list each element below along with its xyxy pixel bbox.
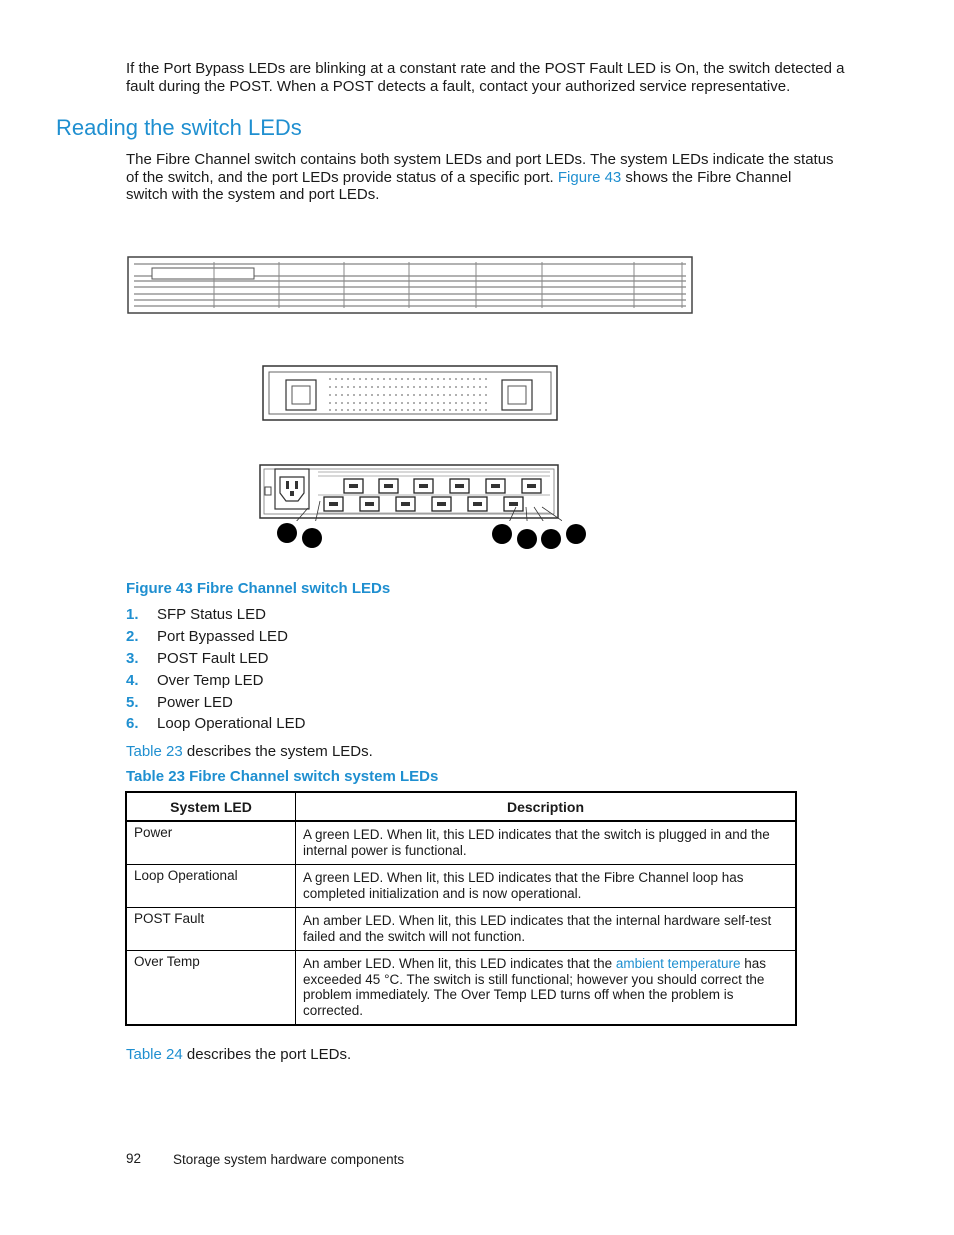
table-cell-description: A green LED. When lit, this LED indicates that the Fibre Channel loop has completed initialization and is now operational. [296, 865, 797, 908]
figure-43-link[interactable]: Figure 43 [557, 168, 622, 186]
list-item-label: Loop Operational LED [157, 715, 306, 732]
section-line-3: switch with the system and port LEDs. [126, 186, 380, 203]
list-item [126, 671, 263, 691]
intro-line-2: fault during the POST. When a POST detects a fault, contact your authorized service representative. [126, 77, 791, 95]
switch-front-view-drawing [258, 463, 562, 521]
table-24-link[interactable]: Table 24 [126, 1046, 183, 1063]
table-23-reference [126, 743, 373, 761]
callout-3-marker [492, 524, 512, 544]
over-temp-desc-a: An amber LED. When lit, this LED indicates that the [303, 956, 616, 971]
table-cell-description [296, 951, 797, 1026]
table-row [126, 865, 796, 908]
section-line-2 [126, 169, 846, 187]
table-caption: Table 23 Fibre Channel switch system LEDs [126, 768, 439, 785]
list-item-label: SFP Status LED [157, 606, 266, 623]
list-item-number: 3. [126, 650, 139, 667]
list-item [126, 714, 305, 734]
table-24-reference-text: describes the port LEDs. [182, 1046, 352, 1063]
list-item-label: Port Bypassed LED [157, 628, 288, 645]
callout-6-marker [566, 524, 586, 544]
callout-5-marker [541, 529, 561, 549]
table-cell-led: Loop Operational [126, 865, 296, 908]
section-line-1: The Fibre Channel switch contains both system LEDs and port LEDs. The system LEDs indicate the status [126, 151, 834, 168]
section-line-2-text-b: shows the Fibre Channel [621, 168, 792, 186]
table-23-reference-text: describes the system LEDs. [182, 743, 373, 760]
table-cell-description: A green LED. When lit, this LED indicates that the switch is plugged in and the internal power is functional. [296, 821, 797, 865]
intro-paragraph [126, 60, 846, 95]
list-item [126, 605, 266, 625]
list-item-label: Power LED [157, 694, 233, 711]
list-item-label: Over Temp LED [157, 672, 264, 689]
footer-title: Storage system hardware components [173, 1152, 405, 1167]
figure-caption: Figure 43 Fibre Channel switch LEDs [126, 580, 391, 597]
section-paragraph [126, 151, 846, 204]
list-item-number: 6. [126, 715, 139, 732]
table-cell-description: An amber LED. When lit, this LED indicates that the internal hardware self-test failed and the switch will not function. [296, 908, 797, 951]
section-heading: Reading the switch LEDs [56, 115, 302, 140]
list-item-number: 5. [126, 694, 139, 711]
table-row [126, 821, 796, 865]
section-line-2-text-a: of the switch, and the port LEDs provide status of a specific port. [126, 168, 558, 186]
intro-line-1: If the Port Bypass LEDs are blinking at a constant rate and the POST Fault LED is On, the switch detected a [126, 60, 845, 77]
ambient-temperature-link[interactable]: ambient temperature [615, 956, 741, 971]
list-item [126, 627, 288, 647]
table-24-reference [126, 1046, 351, 1064]
callout-4-marker [517, 529, 537, 549]
table-row [126, 908, 796, 951]
page-number: 92 [126, 1151, 142, 1166]
list-item-number: 2. [126, 628, 139, 645]
column-header-description: Description [296, 792, 797, 821]
table-cell-led: Power [126, 821, 296, 865]
list-item [126, 649, 268, 669]
list-item-number: 4. [126, 672, 139, 689]
over-temp-desc-b: has exceeded 45 °C. The switch is still functional; however you should correct the problem immediately. The Over Temp LED turns off when the problem is corrected. [303, 956, 767, 1018]
table-cell-led: POST Fault [126, 908, 296, 951]
switch-rear-view-drawing [262, 365, 558, 421]
callout-2-marker [302, 528, 322, 548]
callout-1-marker [277, 523, 297, 543]
table-cell-led: Over Temp [126, 951, 296, 1026]
table-row [126, 951, 796, 1026]
list-item-number: 1. [126, 606, 139, 623]
switch-top-view-drawing [124, 254, 696, 316]
table-header-row [126, 792, 796, 821]
table-23-link[interactable]: Table 23 [126, 743, 183, 760]
list-item-label: POST Fault LED [157, 650, 269, 667]
list-item [126, 693, 233, 713]
system-leds-table [125, 791, 797, 1026]
column-header-system-led: System LED [126, 792, 296, 821]
